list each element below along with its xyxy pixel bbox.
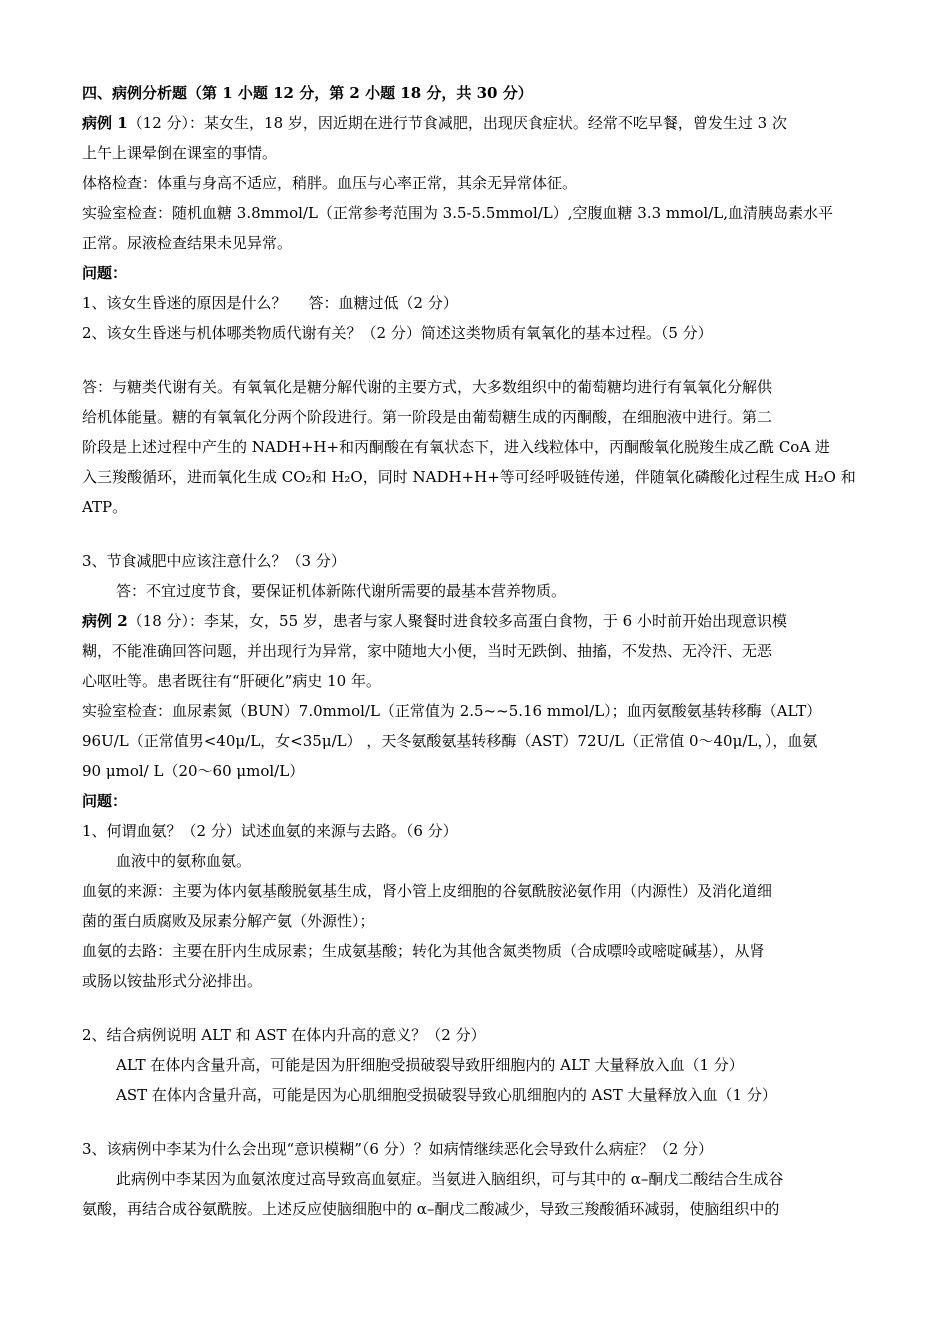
case1-q2-answer-line: 答：与糖类代谢有关。有氧氧化是糖分解代谢的主要方式，大多数组织中的葡萄糖均进行有氧氧化分解供	[82, 378, 773, 396]
case1-intro-line: 上午上课晕倒在课室的事情。	[82, 144, 278, 162]
case1-question-3: 3、节食减肥中应该注意什么？（3 分）	[82, 552, 346, 570]
case1-q2-answer-line: 入三羧酸循环，进而氧化生成 CO₂和 H₂O，同时 NADH+H+等可经呼吸链传递，伴随氧化磷酸化过程生成 H₂O 和	[82, 468, 856, 486]
case2-questions-heading: 问题：	[82, 792, 128, 810]
case2-question-3: 3、该病例中李某为什么会出现“意识模糊”（6 分）？如病情继续恶化会导致什么病症？（2 分）	[82, 1140, 714, 1158]
case1-questions-heading: 问题：	[82, 264, 128, 282]
case1-q1-answer: 答：血糖过低（2 分）	[308, 294, 458, 312]
case2-question-1: 1、何谓血氨？（2 分）试述血氨的来源与去路。（6 分）	[82, 822, 458, 840]
document-page	[82, 78, 872, 1224]
case1-q3-answer: 答：不宜过度节食，要保证机体新陈代谢所需要的最基本营养物质。	[116, 582, 567, 600]
case1-lab-line: 实验室检查：随机血糖 3.8mmol/L（正常参考范围为 3.5-5.5mmol/L）,空腹血糖 3.3 mmol/L,血清胰岛素水平	[82, 204, 833, 222]
case1-question-1	[82, 288, 872, 318]
case1-question-2: 2、该女生昏迷与机体哪类物质代谢有关？（2 分）简述这类物质有氧氧化的基本过程。（5 分）	[82, 324, 713, 342]
case1-label: 病例 1	[82, 114, 128, 132]
case2-intro-line: 糊，不能准确回答问题，并出现行为异常，家中随地大小便，当时无跌倒、抽搐，不发热、无冷汗、无恶	[82, 642, 773, 660]
case2-q3-answer-line: 氨酸，再结合成谷氨酰胺。上述反应使脑细胞中的 α–酮戊二酸减少，导致三羧酸循环减弱，使脑组织中的	[82, 1200, 780, 1218]
case2-q1-source-line: 血氨的来源：主要为体内氨基酸脱氨基生成，肾小管上皮细胞的谷氨酰胺泌氨作用（内源性）及消化道细	[82, 882, 773, 900]
case1-lab-line: 正常。尿液检查结果未见异常。	[82, 234, 293, 252]
case2-intro-line	[82, 606, 872, 636]
case2-q1-definition: 血液中的氨称血氨。	[116, 852, 252, 870]
case2-q1-fate-line: 血氨的去路：主要在肝内生成尿素；生成氨基酸；转化为其他含氮类物质（合成嘌呤或嘧啶碱基），从肾	[82, 942, 765, 960]
case2-q2-answer-line: ALT 在体内含量升高，可能是因为肝细胞受损破裂导致肝细胞内的 ALT 大量释放入血（1 分）	[116, 1056, 744, 1074]
case1-physical-exam: 体格检查：体重与身高不适应，稍胖。血压与心率正常，其余无异常体征。	[82, 174, 578, 192]
case2-q2-answer-line: AST 在体内含量升高，可能是因为心肌细胞受损破裂导致心肌细胞内的 AST 大量释放入血（1 分）	[116, 1086, 777, 1104]
case2-lab-line: 实验室检查：血尿素氮（BUN）7.0mmol/L（正常值为 2.5~~5.16 mmol/L）；血丙氨酸氨基转移酶（ALT）	[82, 702, 822, 720]
case1-q2-answer-line: ATP。	[82, 498, 128, 516]
case1-q1-text: 1、该女生昏迷的原因是什么？	[82, 294, 287, 312]
case2-question-2: 2、结合病例说明 ALT 和 AST 在体内升高的意义？（2 分）	[82, 1026, 486, 1044]
case2-intro-text: （18 分）：李某，女，55 岁，患者与家人聚餐时进食较多高蛋白食物，于 6 小时前开始出现意识模	[127, 612, 787, 630]
case2-q1-fate-line: 或肠以铵盐形式分泌排出。	[82, 972, 263, 990]
section-title: 四、病例分析题（第 1 小题 12 分，第 2 小题 18 分，共 30 分）	[82, 84, 533, 102]
case1-intro-line	[82, 108, 872, 138]
case1-intro-text: （12 分）：某女生，18 岁，因近期在进行节食减肥，出现厌食症状。经常不吃早餐，曾发生过 3 次	[127, 114, 787, 132]
case1-q2-answer-line: 阶段是上述过程中产生的 NADH+H+和丙酮酸在有氧状态下，进入线粒体中，丙酮酸氧化脱羧生成乙酰 CoA 进	[82, 438, 830, 456]
case2-q3-answer-line: 此病例中李某因为血氨浓度过高导致高血氨症。当氨进入脑组织，可与其中的 α–酮戊二酸结合生成谷	[116, 1170, 784, 1188]
case2-q1-source-line: 菌的蛋白质腐败及尿素分解产氨（外源性）；	[82, 912, 375, 930]
case2-intro-line: 心呕吐等。患者既往有“肝硬化”病史 10 年。	[82, 672, 381, 690]
case2-lab-line: 96U/L（正常值男<40μ/L，女<35μ/L） ，天冬氨酸氨基转移酶（AST）72U/L（正常值 0～40μ/L，），血氨	[82, 732, 818, 750]
case2-label: 病例 2	[82, 612, 128, 630]
case1-q2-answer-line: 给机体能量。糖的有氧氧化分两个阶段进行。第一阶段是由葡萄糖生成的丙酮酸，在细胞液中进行。第二	[82, 408, 773, 426]
case2-lab-line: 90 μmol/ L（20～60 μmol/L）	[82, 762, 305, 780]
